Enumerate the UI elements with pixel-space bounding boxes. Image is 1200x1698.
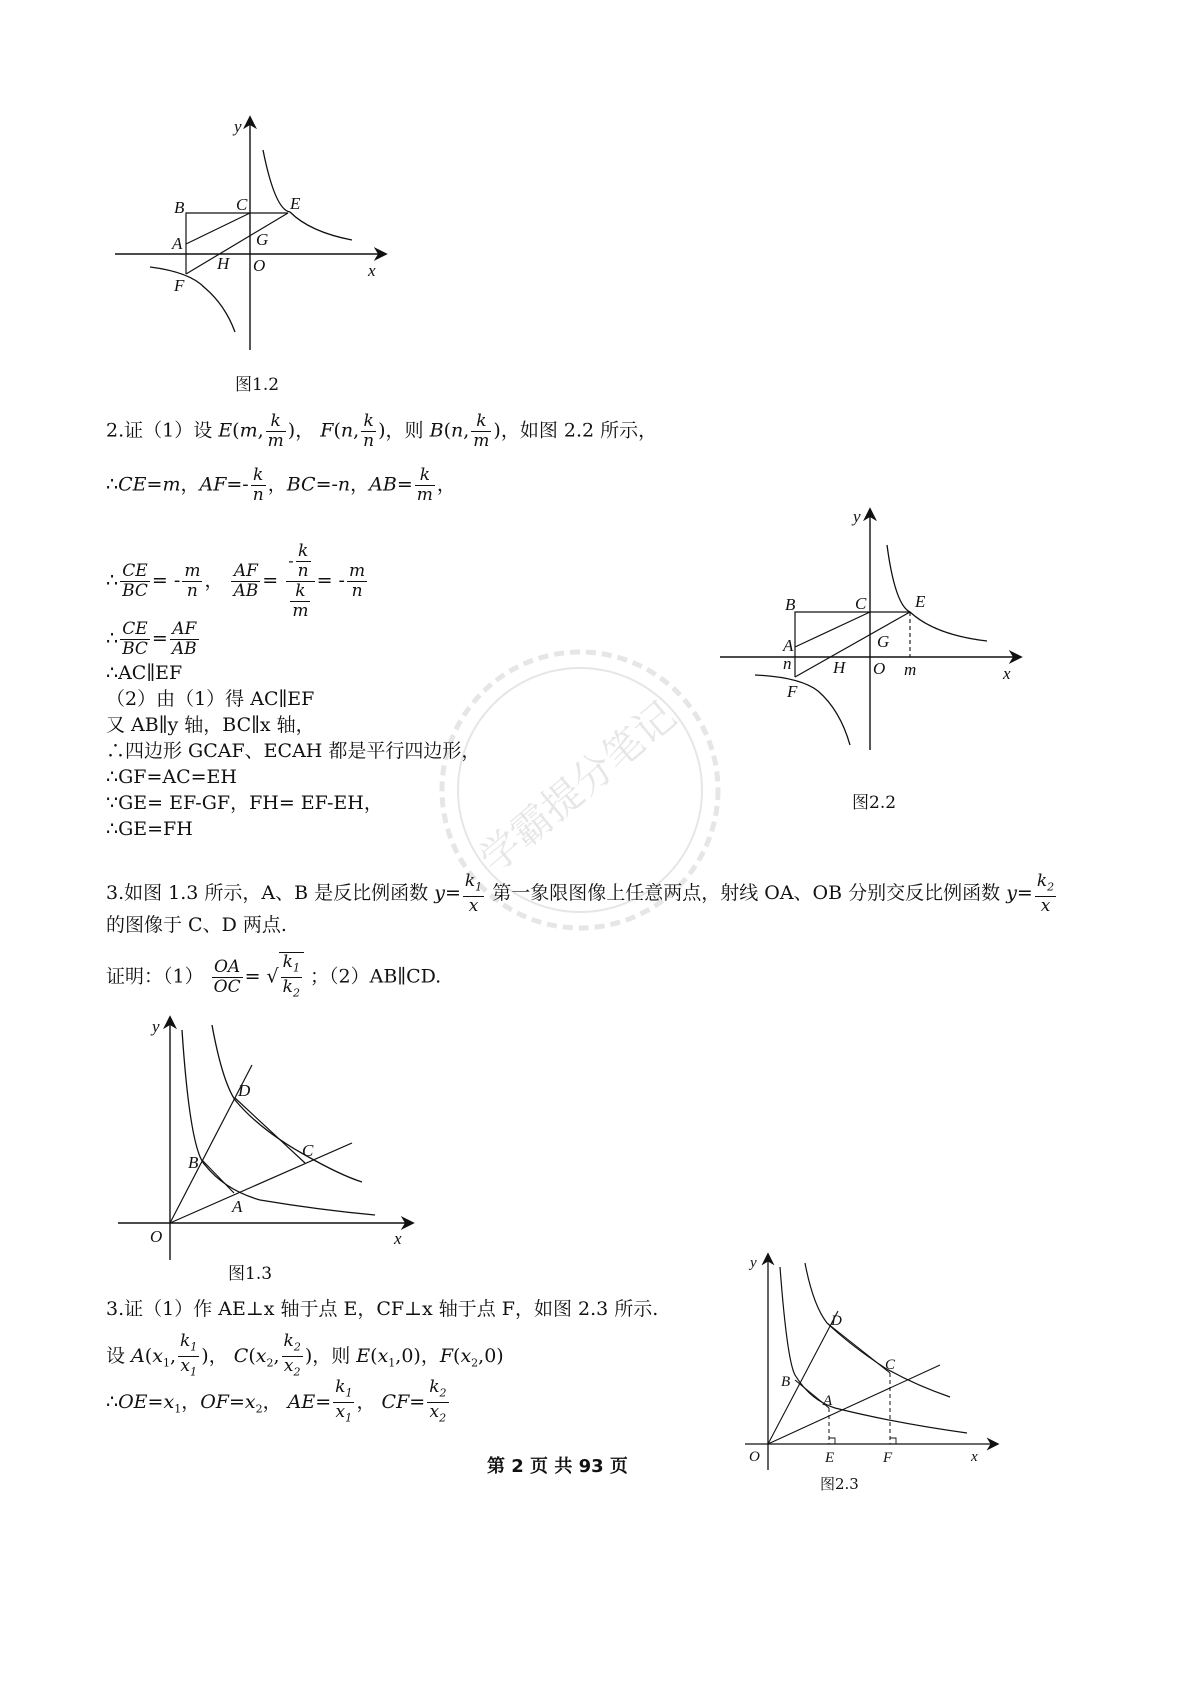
problem3-line1: 3.如图 1.3 所示，A、B 是反比例函数 y= $\frac{k_1}{x}$ 第一象限图像上任意两点，射线 OA、OB 分别交反比例函数 y= $\frac{k_2}{x}$	[106, 871, 1055, 917]
label-o: O	[150, 1227, 163, 1246]
segment-fe	[795, 612, 910, 677]
label-b: B	[785, 595, 796, 614]
label-x: x	[394, 1229, 402, 1248]
label-g: G	[877, 632, 890, 651]
segment-ac	[186, 213, 250, 244]
label-c: C	[855, 594, 867, 613]
label-y: y	[750, 1255, 757, 1271]
label-a: A	[783, 636, 794, 655]
figure-2-2	[715, 505, 1035, 755]
problem3-line3: 证明：（1） $\frac{OA}{OC}$ = √ $\frac{k_1}{k_2}$ ；（2）AB∥CD.	[106, 952, 441, 1003]
proof3-line3: $\therefore OE=x_1$，$OF=x_2$， AE= $\frac{k_1}{x_1}$ ， CF= $\frac{k_2}{x_2}$	[106, 1377, 447, 1425]
label-e: E	[290, 194, 301, 213]
label-a: A	[232, 1197, 243, 1216]
problem3-line2: 的图像于 C、D 两点.	[106, 914, 287, 936]
ray-oa	[768, 1365, 940, 1444]
segment-cd	[827, 1323, 890, 1373]
right-angle-f	[890, 1438, 896, 1444]
watermark-text: 学霸提分笔记	[471, 692, 685, 883]
hyperbola-k2	[212, 1025, 362, 1182]
label-e: E	[915, 592, 926, 611]
label-o: O	[253, 256, 266, 275]
label-x: x	[368, 261, 376, 280]
label-d: D	[831, 1313, 842, 1329]
figure-1-3	[110, 1010, 420, 1270]
ray-ob	[768, 1311, 838, 1444]
label-c: C	[885, 1357, 896, 1373]
hyperbola-q1	[263, 150, 352, 240]
label-h: H	[217, 254, 230, 273]
label-f: F	[174, 276, 185, 295]
segment-cd	[235, 1098, 305, 1163]
label-b: B	[174, 198, 185, 217]
figure-1-2	[110, 110, 400, 360]
label-y: y	[853, 507, 861, 526]
proof2-line2: ∴CE=m，AF=- $\frac{k}{n}$ ，BC=-n，AB= $\frac{k}{m}$ ，	[106, 465, 456, 505]
label-o: O	[873, 659, 886, 678]
caption-fig-1-3: 图1.3	[228, 1264, 273, 1284]
segment-ab	[202, 1160, 234, 1193]
proof2-line5: ∴AC∥EF	[106, 662, 183, 684]
label-x: x	[1003, 664, 1011, 683]
proof2-line11: ∴GE=FH	[106, 818, 193, 840]
proof2-line10: ∵GE= EF-GF，FH= EF-EH，	[106, 792, 383, 814]
right-angle-e	[829, 1438, 835, 1444]
label-n: n	[783, 654, 792, 673]
label-y: y	[152, 1017, 160, 1036]
label-h: H	[833, 658, 846, 677]
proof2-line8: ∴四边形 GCAF、ECAH 都是平行四边形，	[106, 740, 481, 762]
caption-fig-2-2: 图2.2	[852, 793, 897, 813]
figure-2-3	[735, 1245, 1005, 1475]
proof2-line4: ∴ $\frac{CE}{BC}$ = $\frac{AF}{AB}$	[106, 619, 197, 659]
hyperbola-q3	[150, 267, 235, 332]
label-e: E	[825, 1450, 835, 1466]
label-y: y	[234, 117, 242, 136]
caption-fig-1-2: 图1.2	[235, 375, 280, 395]
label-d: D	[238, 1081, 251, 1100]
label-x: x	[971, 1449, 978, 1465]
label-c: C	[236, 195, 248, 214]
hyperbola-k2	[805, 1263, 950, 1397]
proof2-line9: ∴GF=AC=EH	[106, 766, 237, 788]
label-o: O	[749, 1449, 760, 1465]
label-g: G	[256, 230, 269, 249]
proof3-line1: 3.证（1）作 AE⊥x 轴于点 E，CF⊥x 轴于点 F，如图 2.3 所示.	[106, 1298, 659, 1320]
label-b: B	[781, 1374, 791, 1390]
hyperbola-k1	[780, 1267, 967, 1433]
label-m: m	[904, 660, 917, 679]
proof2-line7: 又 AB∥y 轴，BC∥x 轴，	[106, 714, 315, 736]
hyperbola-q1	[887, 545, 987, 641]
label-a: A	[823, 1393, 833, 1409]
label-a: A	[172, 234, 183, 253]
segment-fe	[186, 213, 288, 274]
segment-ac	[795, 612, 870, 647]
label-c: C	[302, 1141, 314, 1160]
proof2-line3: ∴ $\frac{CE}{BC}$ = - $\frac{m}{n}$ ， $\frac{AF}{AB}$ = - $\frac{k}{n}$ $\frac{k}{m}$ = - $\frac{m}{n}$	[106, 541, 366, 621]
label-f: F	[883, 1450, 893, 1466]
label-b: B	[188, 1153, 199, 1172]
hyperbola-q3	[755, 675, 850, 745]
caption-fig-2-3: 图2.3	[820, 1475, 859, 1493]
watermark-seal	[430, 640, 730, 940]
hyperbola-k1	[182, 1030, 375, 1215]
label-f: F	[787, 682, 798, 701]
proof2-line1: 2.证（1）设 E(m, $\frac{k}{m}$ )， F(n, $\frac{k}{n}$ )，则 B(n, $\frac{k}{m}$ )，如图 2.2 所示，	[106, 411, 658, 451]
proof2-line6: （2）由（1）得 AC∥EF	[106, 688, 315, 710]
proof3-line2: 设 $A(x_1$, $\frac{k_1}{x_1}$ )， $C(x_2$, $\frac{k_2}{x_2}$ )，则 $E(x_1,0)$，$F(x_2,0)$	[106, 1331, 504, 1379]
page-footer: 第 2 页 共 93 页	[487, 1456, 628, 1477]
